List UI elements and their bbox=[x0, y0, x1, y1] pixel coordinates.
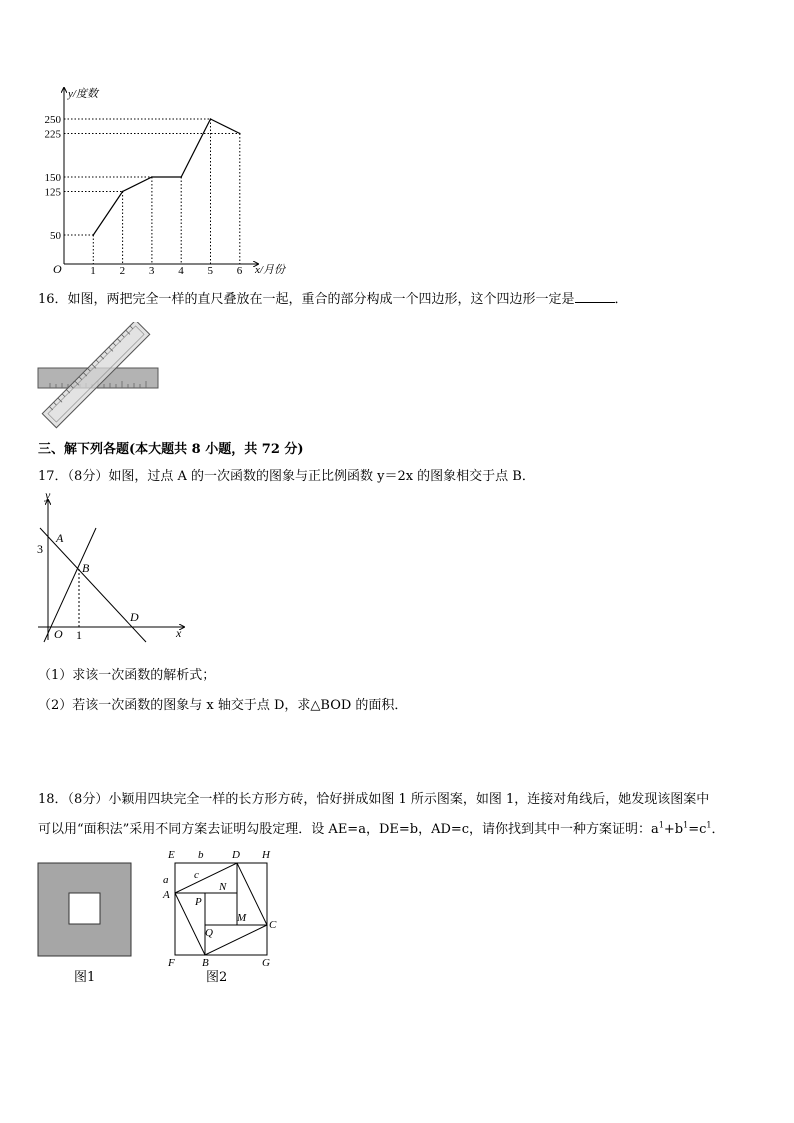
overlapping-rulers-figure bbox=[36, 322, 166, 430]
q18-plus-b: +b bbox=[663, 822, 684, 837]
sup-b: 1 bbox=[683, 820, 689, 830]
y-tick-label: 250 bbox=[44, 114, 61, 126]
fig2-A: A bbox=[163, 889, 170, 901]
x-tick-label: 2 bbox=[119, 265, 126, 277]
fig17-one-label: 1 bbox=[76, 628, 82, 642]
x-tick-label: 4 bbox=[178, 265, 184, 277]
fig2-P: P bbox=[195, 896, 202, 908]
q17-sub1: （1）求该一次函数的解析式； bbox=[38, 668, 216, 683]
q18-line2 bbox=[38, 822, 725, 838]
data-point-2 bbox=[122, 191, 124, 193]
q16-end: ． bbox=[614, 292, 628, 307]
fig2-tilted-square bbox=[175, 863, 267, 955]
q18-eq-c: =c bbox=[688, 822, 707, 837]
line-y-2x bbox=[44, 528, 96, 642]
chart-ticks bbox=[45, 114, 243, 277]
fig2-a: a bbox=[163, 874, 169, 886]
y-tick-label: 150 bbox=[44, 172, 61, 184]
x-tick-label: 3 bbox=[148, 265, 155, 277]
fig2-outer-square bbox=[175, 863, 267, 955]
fig2-c: c bbox=[194, 869, 199, 881]
fig2-Q: Q bbox=[205, 927, 213, 939]
fig1-caption: 图1 bbox=[74, 970, 96, 985]
q16-stem: 16．如图，两把完全一样的直尺叠放在一起，重合的部分构成一个四边形，这个四边形一定是 bbox=[38, 292, 575, 307]
data-point-4 bbox=[180, 176, 182, 178]
answer-blank bbox=[575, 290, 615, 303]
linear-function-figure bbox=[34, 490, 194, 646]
fig2-b: b bbox=[198, 849, 204, 861]
y-tick-label: 225 bbox=[44, 128, 61, 141]
fig2-G: G bbox=[262, 957, 270, 969]
fig17-y-label: y bbox=[45, 490, 51, 502]
origin-label: O bbox=[53, 262, 62, 276]
fig2-N: N bbox=[219, 881, 227, 893]
x-tick-label: 5 bbox=[207, 265, 213, 277]
fig2-E: E bbox=[168, 849, 175, 861]
data-point-6 bbox=[239, 133, 241, 135]
fig17-x-label: x bbox=[176, 626, 182, 640]
q18-line1: 18．（8分）小颖用四块完全一样的长方形方砖，恰好拼成如图 1 所示图案，如图 1，连接对角线后，她发现该图案中 bbox=[38, 792, 710, 807]
fig2-M: M bbox=[237, 912, 247, 924]
y-tick-label: 125 bbox=[44, 186, 61, 199]
section-title: 三、解下列各题(本大题共 8 小题，共 72 分) bbox=[38, 442, 304, 457]
y-axis-label: y/度数 bbox=[68, 88, 98, 100]
chart-guides bbox=[64, 119, 240, 264]
fig2-F: F bbox=[168, 957, 175, 969]
sup-c: 1 bbox=[706, 820, 712, 830]
fig17-three-label: 3 bbox=[37, 542, 43, 556]
series-line bbox=[93, 119, 240, 235]
electricity-line-chart bbox=[30, 80, 310, 280]
line-AD bbox=[40, 528, 146, 642]
fig2-C: C bbox=[269, 919, 277, 931]
q17-text: 17．（8分）如图，过点 A 的一次函数的图象与正比例函数 y＝2x 的图象相交于点 B． bbox=[38, 469, 535, 484]
q18-line2-text: 可以用“面积法”采用不同方案去证明勾股定理．设 AE=a，DE=b，AD=c，请你找到其中一种方案证明：a bbox=[38, 822, 659, 837]
y-tick-label: 50 bbox=[50, 230, 61, 242]
data-point-5 bbox=[210, 118, 212, 120]
fig1-inner-square bbox=[69, 893, 100, 924]
fig2-D: D bbox=[232, 849, 240, 861]
x-tick-label: 1 bbox=[90, 265, 96, 277]
fig2-B: B bbox=[202, 957, 209, 969]
fig2-caption: 图2 bbox=[206, 970, 228, 985]
data-point-1 bbox=[93, 234, 95, 236]
q18-end: ． bbox=[711, 822, 725, 837]
chart-series bbox=[93, 118, 241, 236]
q17-sub2: （2）若该一次函数的图象与 x 轴交于点 D，求△BOD 的面积． bbox=[38, 698, 408, 713]
point-B-label: B bbox=[82, 561, 90, 575]
figure-1 bbox=[37, 862, 133, 958]
sup-a: 1 bbox=[658, 820, 664, 830]
fig2-H: H bbox=[262, 849, 270, 861]
figure-2 bbox=[158, 846, 282, 970]
point-D-label: D bbox=[130, 610, 139, 624]
data-point-3 bbox=[151, 176, 153, 178]
x-axis-label: x/月份 bbox=[255, 264, 285, 276]
x-tick-label: 6 bbox=[236, 265, 243, 277]
q16-text bbox=[38, 290, 628, 308]
point-A-label: A bbox=[56, 531, 64, 545]
origin-O-label: O bbox=[54, 627, 63, 641]
